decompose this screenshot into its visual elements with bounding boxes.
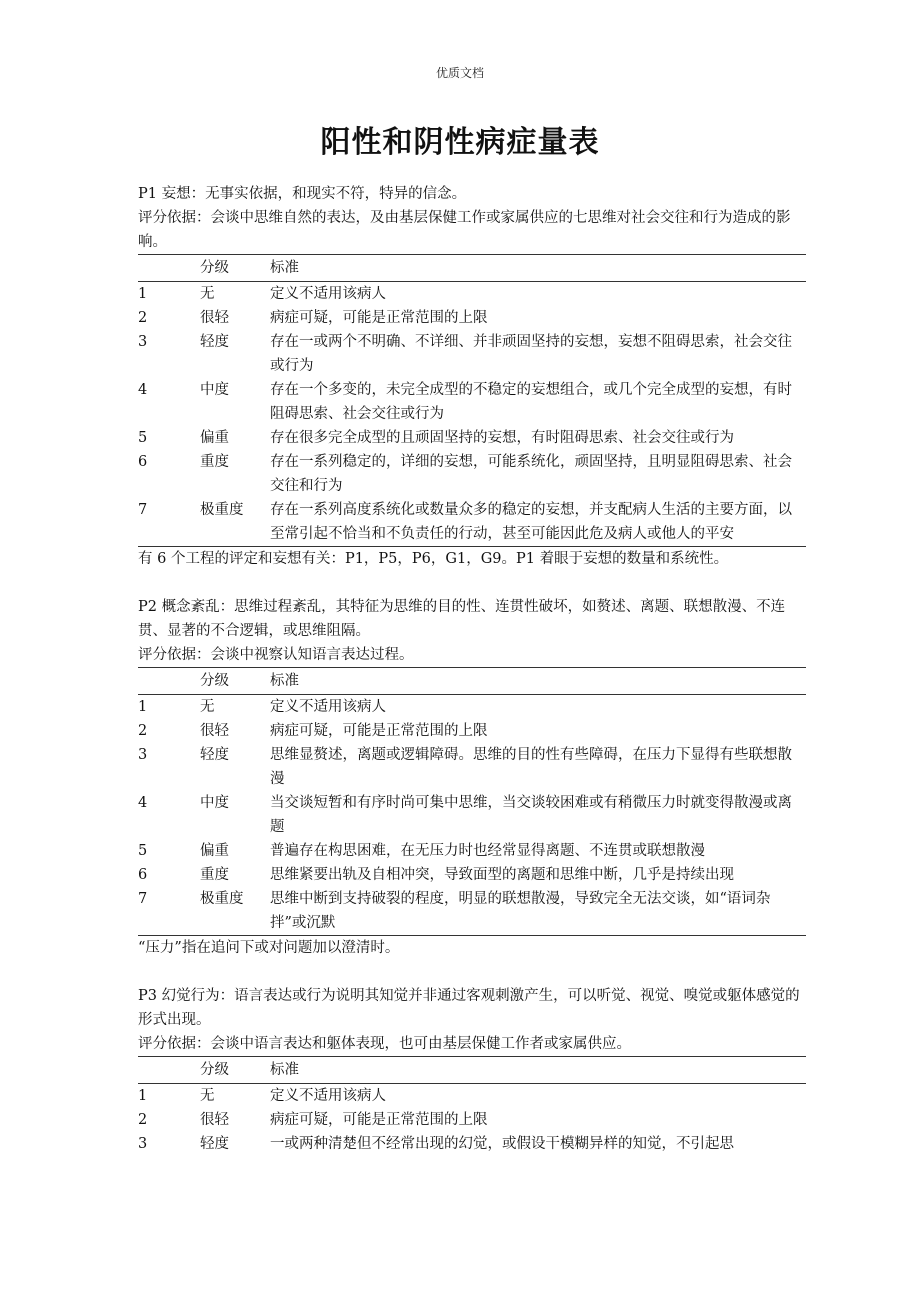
table-header-row: [138, 668, 806, 695]
cell-level: 很轻: [200, 310, 229, 326]
cell-standard: 思维中断到支持破裂的程度，明显的联想散漫，导致完全无法交谈，如“语词杂拌”或沉默: [270, 891, 771, 931]
table-row: [138, 743, 806, 791]
header-level: 分级: [200, 673, 229, 689]
cell-level: 极重度: [200, 502, 244, 518]
cell-standard: 思维紧要出轨及自相冲突，导致面型的离题和思维中断，几乎是持续出现: [270, 867, 734, 883]
cell-standard: 存在很多完全成型的且顽固坚持的妄想，有时阻碍思索、社会交往或行为: [270, 430, 734, 446]
cell-level: 偏重: [200, 430, 229, 446]
table-header-row: [138, 255, 806, 282]
cell-score: 2: [138, 310, 148, 326]
table-row: [138, 306, 806, 330]
table-header-row: [138, 1057, 806, 1084]
cell-standard: 病症可疑，可能是正常范围的上限: [270, 723, 488, 739]
table-row: [138, 450, 806, 498]
table-row: [138, 1132, 806, 1156]
table-row: [138, 378, 806, 426]
section-basis: 评分依据：会谈中视察认知语言表达过程。: [138, 647, 414, 663]
document-title: 阳性和阴性病症量表: [320, 125, 600, 160]
cell-level: 很轻: [200, 1112, 229, 1128]
header-score: [138, 1057, 200, 1084]
section-p3: [138, 984, 806, 1156]
cell-level: 很轻: [200, 723, 229, 739]
document-body: [138, 182, 806, 1156]
cell-level: 重度: [200, 867, 229, 883]
header-standard: 标准: [270, 260, 299, 276]
header-level: 分级: [200, 260, 229, 276]
section-basis: 评分依据：会谈中语言表达和躯体表现，也可由基层保健工作者或家属供应。: [138, 1036, 631, 1052]
table-row: [138, 887, 806, 936]
section-p1: [138, 182, 806, 571]
cell-standard: 定义不适用该病人: [270, 286, 386, 302]
cell-level: 轻度: [200, 747, 229, 763]
header-standard: 标准: [270, 1062, 299, 1078]
table-row: [138, 330, 806, 378]
cell-level: 中度: [200, 382, 229, 398]
header-score: [138, 668, 200, 695]
cell-standard: 存在一个多变的，未完全成型的不稳定的妄想组合，或几个完全成型的妄想，有时阻碍思索、社会交往或行为: [270, 382, 792, 422]
cell-level: 极重度: [200, 891, 244, 907]
cell-standard: 病症可疑，可能是正常范围的上限: [270, 310, 488, 326]
cell-score: 7: [138, 891, 148, 907]
table-row: [138, 863, 806, 887]
header-standard: 标准: [270, 673, 299, 689]
cell-score: 1: [138, 699, 148, 715]
section-note: 有 6 个工程的评定和妄想有关：P1，P5，P6，G1，G9。P1 着眼于妄想的数量和系统性。: [138, 551, 729, 567]
cell-score: 3: [138, 334, 148, 350]
cell-standard: 思维显赘述，离题或逻辑障碍。思维的目的性有些障碍，在压力下显得有些联想散漫: [270, 747, 792, 787]
table-row: [138, 695, 806, 720]
section-intro: P2 概念紊乱：思维过程紊乱，其特征为思维的目的性、连贯性破坏，如赘述、离题、联想散漫、不连贯、显著的不合逻辑，或思维阻隔。: [138, 599, 786, 639]
cell-score: 1: [138, 286, 148, 302]
section-intro: P3 幻觉行为：语言表达或行为说明其知觉并非通过客观刺激产生，可以听觉、视觉、嗅觉或躯体感觉的形式出现。: [138, 988, 800, 1028]
header-level: 分级: [200, 1062, 229, 1078]
table-row: [138, 498, 806, 547]
table-row: [138, 791, 806, 839]
cell-level: 偏重: [200, 843, 229, 859]
criteria-table: [138, 254, 806, 547]
cell-standard: 病症可疑，可能是正常范围的上限: [270, 1112, 488, 1128]
cell-score: 3: [138, 1136, 148, 1152]
table-row: [138, 1108, 806, 1132]
cell-standard: 存在一系列高度系统化或数量众多的稳定的妄想，并支配病人生活的主要方面，以至常引起不恰当和不负责任的行动，甚至可能因此危及病人或他人的平安: [270, 502, 792, 542]
header-score: [138, 255, 200, 282]
cell-score: 2: [138, 723, 148, 739]
cell-level: 重度: [200, 454, 229, 470]
cell-standard: 一或两种清楚但不经常出现的幻觉，或假设干模糊异样的知觉，不引起思: [270, 1136, 734, 1152]
section-basis: 评分依据：会谈中思维自然的表达，及由基层保健工作或家属供应的七思维对社会交往和行为造成的影响。: [138, 210, 791, 250]
criteria-table: [138, 1056, 806, 1156]
cell-score: 5: [138, 430, 148, 446]
cell-score: 1: [138, 1088, 148, 1104]
section-note: “压力”指在追问下或对问题加以澄清时。: [138, 940, 400, 956]
cell-score: 4: [138, 382, 148, 398]
cell-score: 7: [138, 502, 148, 518]
cell-level: 中度: [200, 795, 229, 811]
section-intro: P1 妄想：无事实依据，和现实不符，特异的信念。: [138, 186, 467, 202]
cell-standard: 当交谈短暂和有序时尚可集中思维，当交谈较困难或有稍微压力时就变得散漫或离题: [270, 795, 792, 835]
table-row: [138, 426, 806, 450]
cell-level: 无: [200, 286, 215, 302]
cell-standard: 存在一系列稳定的，详细的妄想，可能系统化，顽固坚持，且明显阻碍思索、社会交往和行为: [270, 454, 792, 494]
cell-level: 无: [200, 699, 215, 715]
cell-standard: 定义不适用该病人: [270, 699, 386, 715]
page-header: 优质文档: [435, 66, 484, 80]
table-row: [138, 719, 806, 743]
table-row: [138, 839, 806, 863]
cell-level: 轻度: [200, 1136, 229, 1152]
cell-score: 5: [138, 843, 148, 859]
cell-score: 3: [138, 747, 148, 763]
section-p2: [138, 595, 806, 960]
cell-standard: 存在一或两个不明确、不详细、并非顽固坚持的妄想，妄想不阻碍思索，社会交往或行为: [270, 334, 792, 374]
cell-standard: 定义不适用该病人: [270, 1088, 386, 1104]
cell-standard: 普遍存在构思困难，在无压力时也经常显得离题、不连贯或联想散漫: [270, 843, 705, 859]
table-row: [138, 282, 806, 307]
cell-level: 轻度: [200, 334, 229, 350]
cell-score: 6: [138, 454, 148, 470]
cell-score: 4: [138, 795, 148, 811]
criteria-table: [138, 667, 806, 936]
cell-score: 6: [138, 867, 148, 883]
table-row: [138, 1084, 806, 1109]
cell-level: 无: [200, 1088, 215, 1104]
cell-score: 2: [138, 1112, 148, 1128]
